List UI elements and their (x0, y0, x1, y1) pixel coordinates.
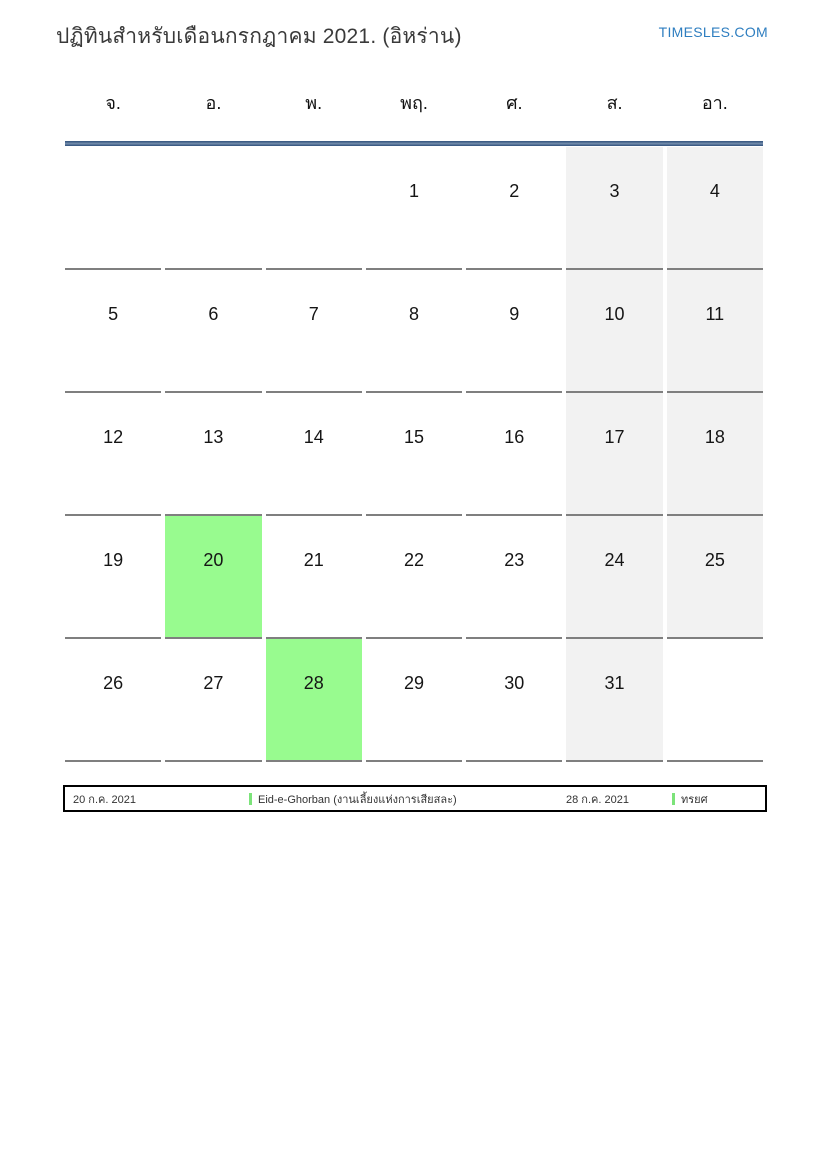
day-cell: 24 (566, 516, 662, 639)
day-cell: 14 (266, 393, 362, 516)
legend-event-1 (249, 790, 566, 808)
holiday-legend (63, 785, 767, 812)
day-cell: 17 (566, 393, 662, 516)
day-cell: 16 (466, 393, 562, 516)
day-cell: 31 (566, 639, 662, 762)
weekday-header-thu: พฤ. (400, 93, 428, 113)
day-cell: 8 (366, 270, 462, 393)
site-link[interactable]: TIMESLES.COM (658, 24, 768, 40)
day-cell (65, 147, 161, 270)
day-cell: 4 (667, 147, 763, 270)
day-cell: 18 (667, 393, 763, 516)
day-cell: 29 (366, 639, 462, 762)
day-cell: 23 (466, 516, 562, 639)
day-cell: 13 (165, 393, 261, 516)
day-cell: 2 (466, 147, 562, 270)
day-cell-holiday: 28 (266, 639, 362, 762)
day-cell: 1 (366, 147, 462, 270)
weekday-header-fri: ศ. (506, 93, 523, 113)
day-cell (667, 639, 763, 762)
weekday-header-sat: ส. (606, 93, 623, 113)
legend-event-2 (672, 790, 765, 808)
day-cell: 30 (466, 639, 562, 762)
day-cell: 5 (65, 270, 161, 393)
day-cell: 3 (566, 147, 662, 270)
day-cell: 25 (667, 516, 763, 639)
page-title: ปฏิทินสำหรับเดือนกรกฎาคม 2021. (อิหร่าน) (56, 25, 462, 48)
day-cell (266, 147, 362, 270)
header-divider-rule (65, 141, 763, 146)
day-cell: 7 (266, 270, 362, 393)
day-cell (165, 147, 261, 270)
day-cell: 6 (165, 270, 261, 393)
holiday-marker-icon (672, 793, 675, 805)
day-cell: 9 (466, 270, 562, 393)
day-cell: 27 (165, 639, 261, 762)
weekday-header-sun: อา. (701, 93, 728, 113)
day-cell: 26 (65, 639, 161, 762)
day-cell-holiday: 20 (165, 516, 261, 639)
legend-label-2: ทรยศ (681, 793, 708, 806)
day-cell: 11 (667, 270, 763, 393)
day-cell: 22 (366, 516, 462, 639)
calendar-grid (65, 147, 763, 762)
weekday-header-mon: จ. (105, 93, 121, 113)
weekday-header-tue: อ. (205, 93, 222, 113)
calendar (65, 88, 763, 762)
weekday-header-row (65, 88, 763, 141)
day-cell: 10 (566, 270, 662, 393)
holiday-marker-icon (249, 793, 252, 805)
page-header (0, 0, 827, 53)
day-cell: 15 (366, 393, 462, 516)
legend-date-2: 28 ก.ค. 2021 (566, 793, 629, 806)
weekday-header-wed: พ. (305, 93, 323, 113)
day-cell: 12 (65, 393, 161, 516)
day-cell: 19 (65, 516, 161, 639)
legend-date-1: 20 ก.ค. 2021 (73, 793, 136, 806)
day-cell: 21 (266, 516, 362, 639)
legend-label-1: Eid-e-Ghorban (งานเลี้ยงแห่งการเสียสละ) (258, 793, 457, 806)
